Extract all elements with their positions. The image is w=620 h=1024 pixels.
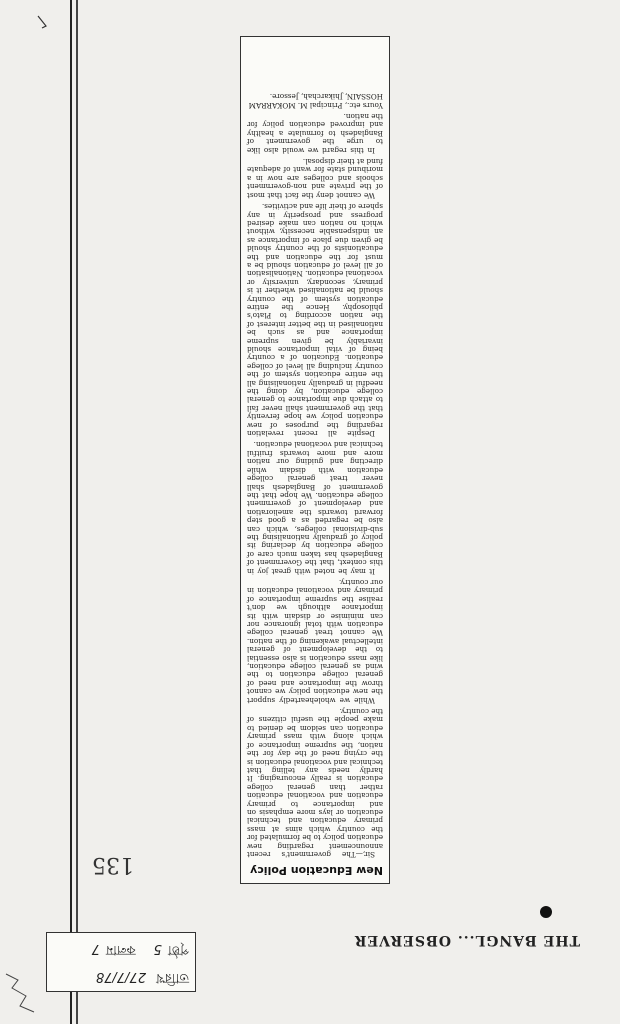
clipping-rotated-content [241,37,389,883]
stamp-column-label: কলাম [105,942,136,958]
stamp-page-value: 5 [153,941,162,957]
page-binding-line [70,0,72,1024]
clipping-paragraph: While we wholeheartedly support the new education policy we cannot throw the importance and need of general college education to the wind as general college education, like mass education is also essential to the development of general intellectual awakening of the nation. We cannot treat general college education with total ignorance nor can minimise or disdain with its importance although we don't realise the supreme importance of primary and vocational education in our country. [247,578,383,705]
clipping-paragraph: Sir,—The government's recent announcement regarding new education policy to be formulated for the country which aims at mass primary education and technical education or lays more emphasis on and importance to primary education and vocational education rather than general college education is really encouraging. It hardly needs any telling that technical and vocational education is the crying need of the day for the nation, the supreme importance of which along with mass primary education can seldom be denied to make people the useful citizens of the country. [247,707,383,859]
stamp-date-value: 27/7/78 [95,969,147,985]
clipping-headline: New Education Policy [250,864,383,877]
clipping-paragraph: It may be noted with great joy in this context, that the Government of Bangladesh has taken much care of college education by declaring its policy of gradually nationalising the sub-divisional colleges, which can also be regarded as a good step forward towards the amelioration and development of government college education. We hope that the government of Bangladesh shall never treat general college education with disdain while directing and guiding our nation more and more towards fruitful technical and vocational education. [247,440,383,576]
clipping-signoff: Yours etc., Principal M. MOKARRAM HOSSAIN, Jhikarchah, Jessore. [248,92,383,110]
paper-tear-mark [4,966,44,1016]
clipping-paragraph: In this regard we would also like to urge the government of Bangladesh to formulate a healthy and improved education policy for the nation. [247,112,383,155]
stamp-date-label: তারিখ [156,970,189,986]
clipping-paragraph: Despite all recent revelation regarding the purposes of new education policy we hope fervently that the government shall never fail to attach due importance to general college education, by doing the needful in gradually nationalising all the entire education system of the country including all level of college education. Education of a country being of vital importance should invariably be given supreme importance and as such be nationalised in the better interest of the nation according to Plato's philosophy. Hence the entire education system of the country should be nationalised whether it is primary, secondary, university or vocational education. Nationalisation of all level of education should be a must for the education and the educationists of the country should be given due place of importance as an indispensable necessity, without which no nation can make desired progress and prosperity in any sphere of their life and activities. [247,202,383,439]
ink-mark [36,14,50,30]
stamp-date-row [53,965,189,989]
page-number: 135 [92,852,134,877]
stamp-column-value: 7 [91,941,100,957]
newspaper-masthead: THE BANGL... OBSERVER [353,932,580,948]
clipping-paragraph: We cannot deny the fact that most of the private and non-government schools and colleges are now in a moribund state for want of adequate fund at their disposal. [247,157,383,200]
archive-stamp [46,932,196,992]
newspaper-clipping [240,36,390,884]
ink-dot [540,906,552,918]
stamp-page-row [53,937,189,961]
stamp-page-label: পৃষ্ঠা [167,942,189,958]
page-binding-line-inner [76,0,78,1024]
clipping-body [247,112,383,858]
